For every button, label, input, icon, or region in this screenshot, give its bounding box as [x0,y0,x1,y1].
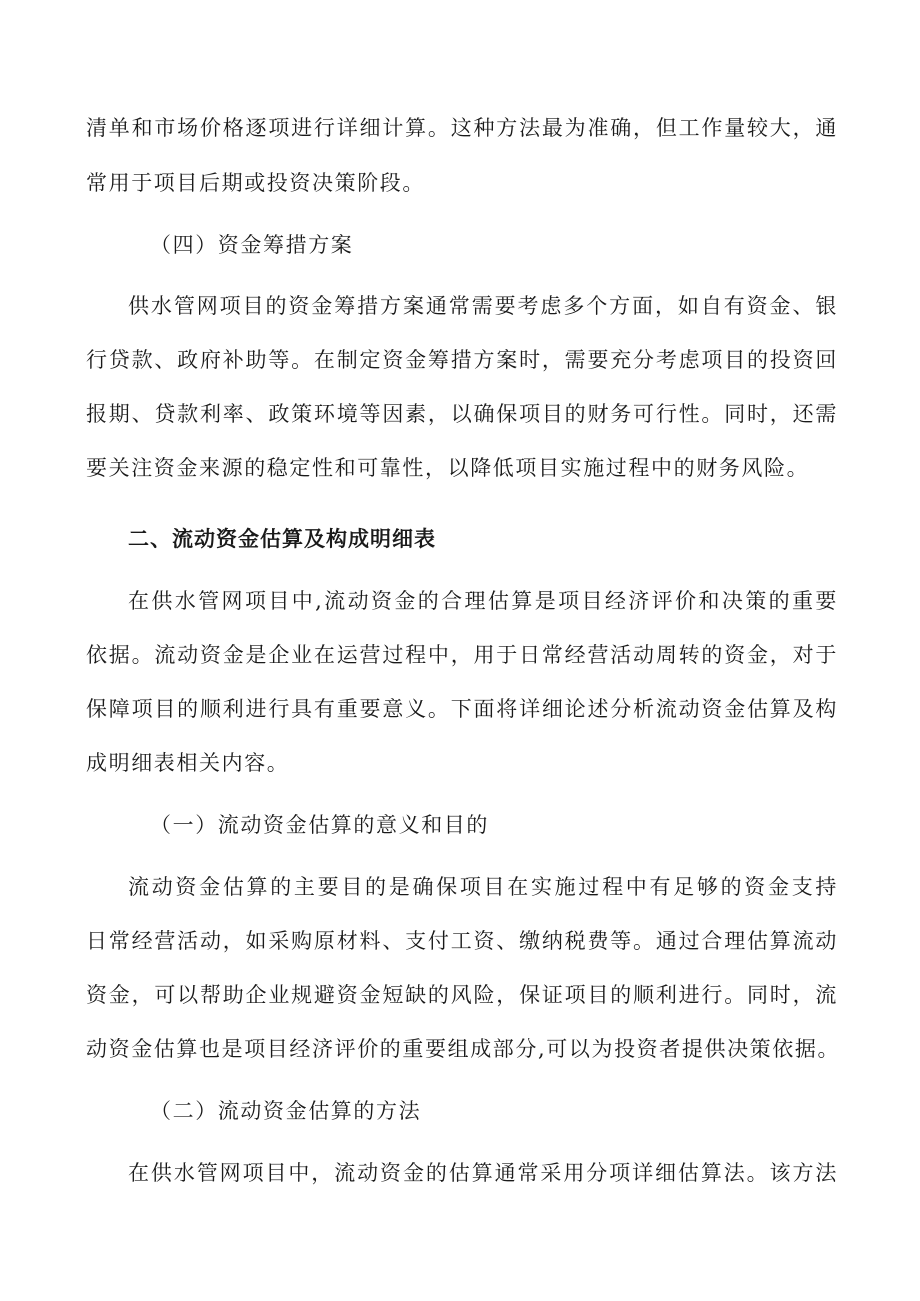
paragraph-intro-line-2: 常用于项目后期或投资决策阶段。 [86,171,425,195]
paragraph-method-line-1: 在供水管网项目中，流动资金的估算通常采用分项详细估算法。该方法 [128,1161,838,1185]
heading-section-2: 二、流动资金估算及构成明细表 [128,527,436,551]
paragraph-funding-line-2: 行贷款、政府补助等。在制定资金筹措方案时，需要充分考虑项目的投资回 [86,348,838,372]
paragraph-working-capital-line-1: 在供水管网项目中,流动资金的合理估算是项目经济评价和决策的重要 [128,589,838,613]
paragraph-purpose-line-3: 资金，可以帮助企业规避资金短缺的风险，保证项目的顺利进行。同时，流 [86,983,838,1007]
paragraph-working-capital-line-4: 成明细表相关内容。 [86,751,290,775]
paragraph-purpose-line-1: 流动资金估算的主要目的是确保项目在实施过程中有足够的资金支持 [128,875,838,899]
paragraph-purpose-line-4: 动资金估算也是项目经济评价的重要组成部分,可以为投资者提供决策依据。 [86,1037,841,1061]
paragraph-funding-line-1: 供水管网项目的资金筹措方案通常需要考虑多个方面，如自有资金、银 [128,294,838,318]
paragraph-working-capital-line-2: 依据。流动资金是企业在运营过程中，用于日常经营活动周转的资金，对于 [86,643,838,667]
paragraph-working-capital-line-3: 保障项目的顺利进行具有重要意义。下面将详细论述分析流动资金估算及构 [86,697,838,721]
section-4-title: （四）资金筹措方案 [150,233,354,257]
paragraph-funding-line-3: 报期、贷款利率、政策环境等因素，以确保项目的财务可行性。同时，还需 [86,402,838,426]
paragraph-funding-line-4: 要关注资金来源的稳定性和可靠性，以降低项目实施过程中的财务风险。 [86,456,810,480]
paragraph-intro-line-1: 清单和市场价格逐项进行详细计算。这种方法最为准确，但工作量较大，通 [86,116,838,140]
subsection-1-title: （一）流动资金估算的意义和目的 [150,813,489,837]
subsection-2-title: （二）流动资金估算的方法 [150,1099,422,1123]
paragraph-purpose-line-2: 日常经营活动，如采购原材料、支付工资、缴纳税费等。通过合理估算流动 [86,929,838,953]
